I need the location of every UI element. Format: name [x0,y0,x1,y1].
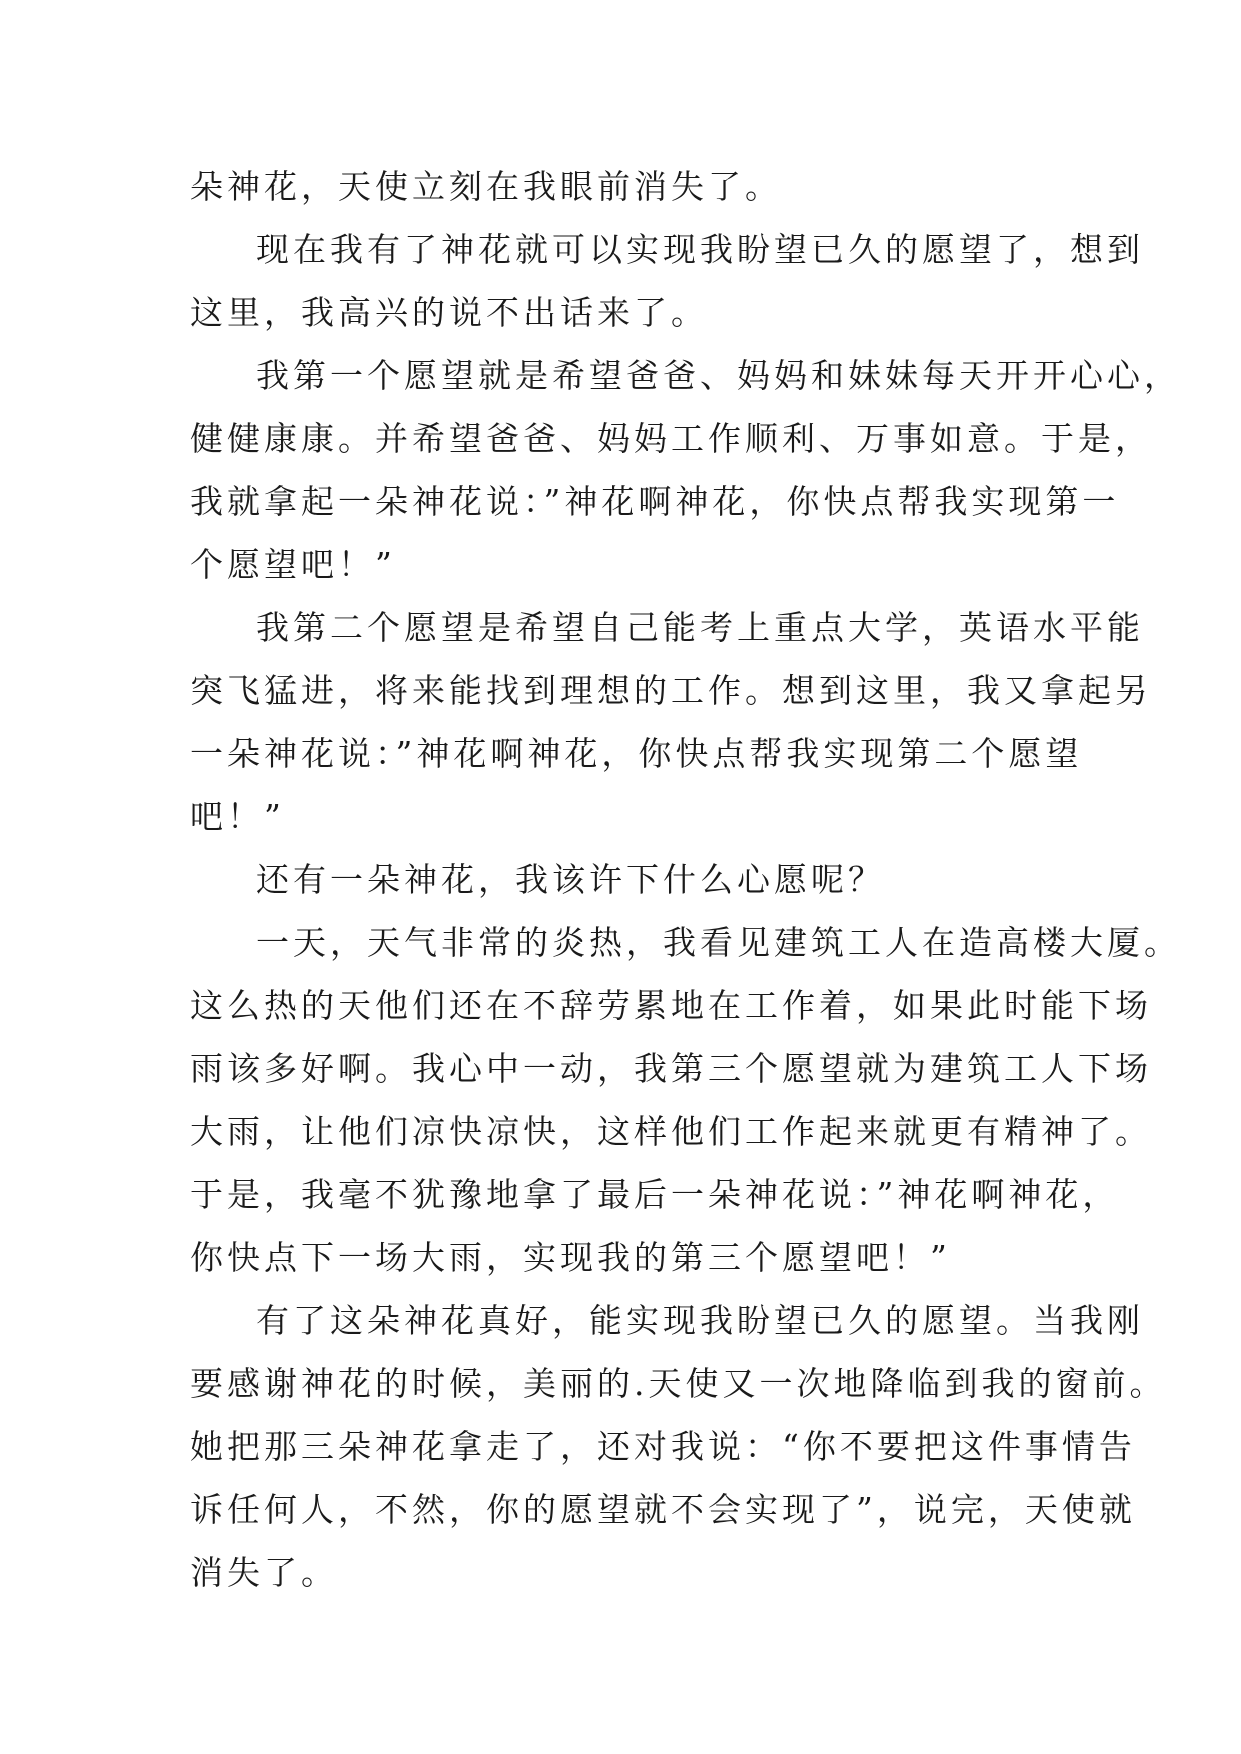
text-line: 这里，我高兴的说不出话来了。 [190,293,708,332]
text-line: 我就拿起一朵神花说：”神花啊神花，你快点帮我实现第一 [190,482,1120,521]
text-line: 于是，我毫不犹豫地拿了最后一朵神花说：”神花啊神花， [190,1175,1120,1214]
text-line: 一朵神花说：”神花啊神花，你快点帮我实现第二个愿望 [190,734,1083,773]
text-line: 诉任何人，不然，你的愿望就不会实现了”，说完，天使就 [190,1490,1136,1529]
text-line: 有了这朵神花真好，能实现我盼望已久的愿望。当我刚 [256,1301,1144,1340]
text-line: 健健康康。并希望爸爸、妈妈工作顺利、万事如意。于是， [190,419,1152,458]
body-text [190,155,1181,1604]
text-line: 现在我有了神花就可以实现我盼望已久的愿望了，想到 [256,230,1144,269]
text-line: 大雨，让他们凉快凉快，这样他们工作起来就更有精神了。 [190,1112,1152,1151]
text-line: 这么热的天他们还在不辞劳累地在工作着，如果此时能下场 [190,986,1152,1025]
text-line: 朵神花，天使立刻在我眼前消失了。 [190,167,782,206]
text-line: 要感谢神花的时候，美丽的.天使又一次地降临到我的窗前。 [190,1364,1167,1403]
text-line: 还有一朵神花，我该许下什么心愿呢？ [256,860,885,899]
text-line: 雨该多好啊。我心中一动，我第三个愿望就为建筑工人下场 [190,1049,1152,1088]
text-line: 消失了。 [190,1553,338,1592]
text-line: 一天，天气非常的炎热，我看见建筑工人在造高楼大厦。 [256,923,1181,962]
text-line: 我第二个愿望是希望自己能考上重点大学，英语水平能 [256,608,1144,647]
text-line: 吧！” [190,797,285,836]
text-line: 我第一个愿望就是希望爸爸、妈妈和妹妹每天开开心心， [256,356,1181,395]
text-line: 你快点下一场大雨，实现我的第三个愿望吧！” [190,1238,951,1277]
text-line: 突飞猛进，将来能找到理想的工作。想到这里，我又拿起另 [190,671,1152,710]
text-line: 个愿望吧！” [190,545,396,584]
text-line: 她把那三朵神花拿走了，还对我说：“你不要把这件事情告 [190,1427,1136,1466]
